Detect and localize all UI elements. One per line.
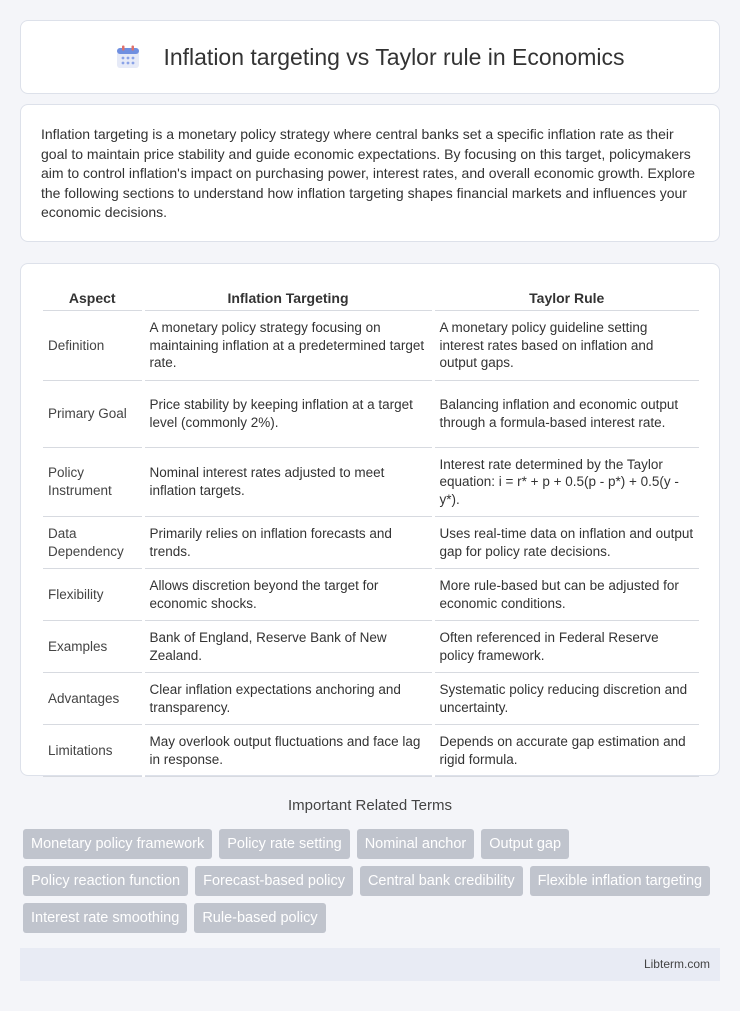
page-title: Inflation targeting vs Taylor rule in Economics	[163, 43, 625, 70]
table-row	[43, 447, 699, 517]
related-term-tag[interactable]: Nominal anchor	[357, 829, 475, 859]
table-header-row	[43, 282, 699, 311]
related-terms-list	[23, 829, 723, 940]
row-aspect: Limitations	[43, 725, 143, 777]
table-row	[43, 569, 699, 621]
row-aspect: Data Dependency	[43, 517, 143, 569]
row-taylor-rule: Systematic policy reducing discretion and uncertainty.	[433, 673, 699, 725]
table-row	[43, 380, 699, 447]
related-term-tag[interactable]: Flexible inflation targeting	[530, 866, 710, 896]
row-taylor-rule: Balancing inflation and economic output through a formula-based interest rate.	[433, 380, 699, 447]
table-row	[43, 517, 699, 569]
intro-text: Inflation targeting is a monetary policy strategy where central banks set a specific inflation rate as their goal to maintain price stability and guide economic expectations. By focusing on this target, policymakers aim to control inflation's impact on purchasing power, interest rates, and overall economic growth. Explore the following sections to understand how inflation targeting shapes financial markets and influences your economic decisions.	[41, 126, 696, 220]
table-row	[43, 725, 699, 777]
row-inflation-targeting: A monetary policy strategy focusing on maintaining inflation at a predetermined target rate.	[143, 311, 433, 381]
row-inflation-targeting: Bank of England, Reserve Bank of New Zealand.	[143, 621, 433, 673]
row-inflation-targeting: Primarily relies on inflation forecasts and trends.	[143, 517, 433, 569]
row-inflation-targeting: Allows discretion beyond the target for economic shocks.	[143, 569, 433, 621]
header-taylor-rule: Taylor Rule	[433, 282, 699, 311]
row-taylor-rule: Depends on accurate gap estimation and rigid formula.	[433, 725, 699, 777]
row-aspect: Advantages	[43, 673, 143, 725]
row-taylor-rule: A monetary policy guideline setting interest rates based on inflation and output gaps.	[433, 311, 699, 381]
related-term-tag[interactable]: Interest rate smoothing	[23, 903, 187, 933]
related-terms-title: Important Related Terms	[288, 797, 452, 814]
header-inflation-targeting: Inflation Targeting	[143, 282, 433, 311]
header-aspect: Aspect	[43, 282, 143, 311]
comparison-card	[20, 263, 720, 776]
related-term-tag[interactable]: Policy rate setting	[219, 829, 349, 859]
row-inflation-targeting: Price stability by keeping inflation at a target level (commonly 2%).	[143, 380, 433, 447]
table-row	[43, 673, 699, 725]
row-aspect: Primary Goal	[43, 380, 143, 447]
header-card	[20, 20, 720, 94]
related-term-tag[interactable]: Output gap	[481, 829, 569, 859]
footer-site-link[interactable]: Libterm.com	[643, 957, 710, 971]
row-aspect: Flexibility	[43, 569, 143, 621]
table-row	[43, 311, 699, 381]
row-taylor-rule: Interest rate determined by the Taylor equation: i = r* + p + 0.5(p - p*) + 0.5(y - y*).	[433, 447, 699, 517]
comparison-table	[43, 282, 699, 777]
calendar-icon	[115, 44, 141, 70]
row-inflation-targeting: Nominal interest rates adjusted to meet inflation targets.	[143, 447, 433, 517]
related-term-tag[interactable]: Policy reaction function	[23, 866, 188, 896]
footer	[20, 948, 720, 981]
row-aspect: Examples	[43, 621, 143, 673]
row-inflation-targeting: May overlook output fluctuations and face lag in response.	[143, 725, 433, 777]
row-taylor-rule: More rule-based but can be adjusted for economic conditions.	[433, 569, 699, 621]
related-term-tag[interactable]: Central bank credibility	[360, 866, 523, 896]
related-term-tag[interactable]: Forecast-based policy	[195, 866, 353, 896]
table-row	[43, 621, 699, 673]
row-taylor-rule: Uses real-time data on inflation and output gap for policy rate decisions.	[433, 517, 699, 569]
intro-card	[20, 104, 720, 242]
row-taylor-rule: Often referenced in Federal Reserve policy framework.	[433, 621, 699, 673]
row-aspect: Policy Instrument	[43, 447, 143, 517]
related-term-tag[interactable]: Rule-based policy	[194, 903, 325, 933]
related-term-tag[interactable]: Monetary policy framework	[23, 829, 212, 859]
row-inflation-targeting: Clear inflation expectations anchoring and transparency.	[143, 673, 433, 725]
row-aspect: Definition	[43, 311, 143, 381]
